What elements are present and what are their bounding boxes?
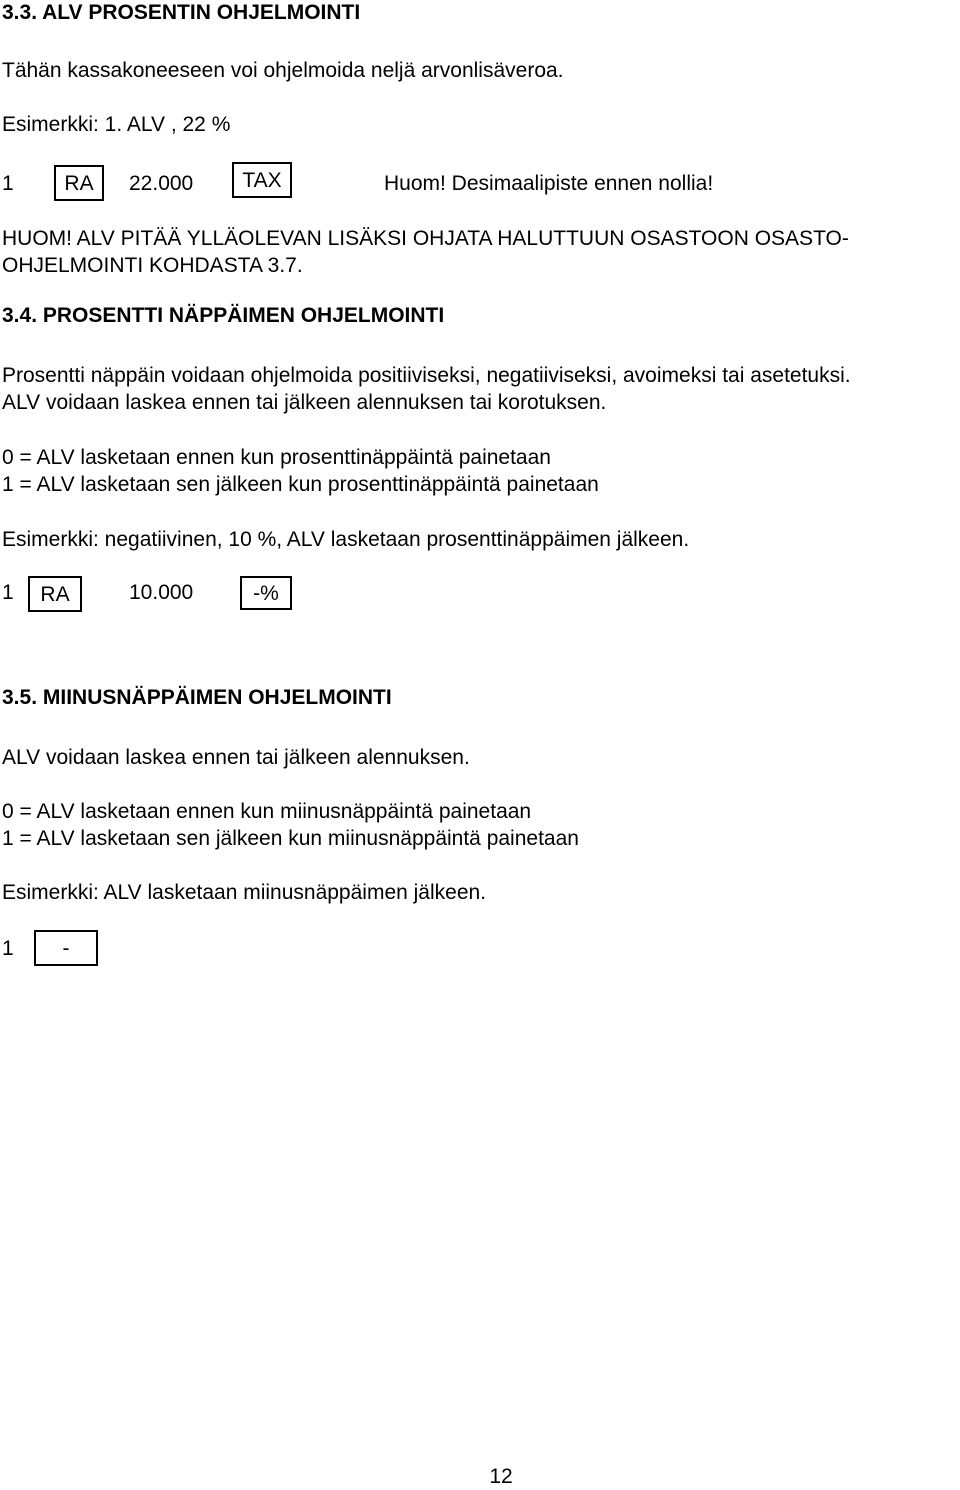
section-heading-3-4: 3.4. PROSENTTI NÄPPÄIMEN OHJELMOINTI — [2, 304, 445, 327]
minus-rule-0: 0 = ALV lasketaan ennen kun miinusnäppäintä painetaan — [2, 800, 532, 823]
minus-example: Esimerkki: ALV lasketaan miinusnäppäimen jälkeen. — [2, 881, 487, 904]
page-number: 12 — [489, 1465, 513, 1488]
decimal-note: Huom! Desimaalipiste ennen nollia! — [384, 172, 714, 195]
ra-key-label: RA — [64, 171, 94, 195]
ra-key-2-label: RA — [40, 582, 70, 606]
key-sequence-value: 22.000 — [129, 172, 194, 195]
minus-key — [34, 930, 98, 966]
intro-text: Tähän kassakoneeseen voi ohjelmoida neljä arvonlisäveroa. — [2, 59, 564, 82]
percent-example: Esimerkki: negatiivinen, 10 %, ALV lasketaan prosenttinäppäimen jälkeen. — [2, 528, 690, 551]
tax-key-label: TAX — [242, 168, 282, 192]
percent-key-sequence-value: 10.000 — [129, 581, 194, 604]
percent-key-description-1: Prosentti näppäin voidaan ohjelmoida positiiviseksi, negatiiviseksi, avoimeksi tai asetetuksi. — [2, 364, 851, 387]
warning-line-1: HUOM! ALV PITÄÄ YLLÄOLEVAN LISÄKSI OHJATA HALUTTUUN OSASTOON OSASTO- — [2, 227, 849, 250]
minus-key-sequence-number: 1 — [2, 937, 14, 960]
percent-key-description-2: ALV voidaan laskea ennen tai jälkeen alennuksen tai korotuksen. — [2, 391, 607, 414]
example-label: Esimerkki: 1. ALV , 22 % — [2, 113, 231, 136]
key-sequence-number: 1 — [2, 172, 14, 195]
ra-key — [54, 165, 104, 201]
minus-percent-key-label: -% — [253, 581, 279, 605]
percent-rule-0: 0 = ALV lasketaan ennen kun prosenttinäppäintä painetaan — [2, 446, 551, 469]
minus-rule-1: 1 = ALV lasketaan sen jälkeen kun miinusnäppäintä painetaan — [2, 827, 579, 850]
ra-key-2 — [28, 576, 82, 612]
minus-key-label: - — [62, 936, 70, 960]
minus-key-description: ALV voidaan laskea ennen tai jälkeen alennuksen. — [2, 746, 470, 769]
percent-key-sequence-number: 1 — [2, 581, 14, 604]
percent-rule-1: 1 = ALV lasketaan sen jälkeen kun prosenttinäppäintä painetaan — [2, 473, 599, 496]
tax-key — [232, 162, 292, 198]
warning-line-2: OHJELMOINTI KOHDASTA 3.7. — [2, 254, 303, 277]
section-heading-3-5: 3.5. MIINUSNÄPPÄIMEN OHJELMOINTI — [2, 686, 392, 709]
section-heading-3-3: 3.3. ALV PROSENTIN OHJELMOINTI — [2, 1, 361, 24]
minus-percent-key — [240, 576, 292, 610]
